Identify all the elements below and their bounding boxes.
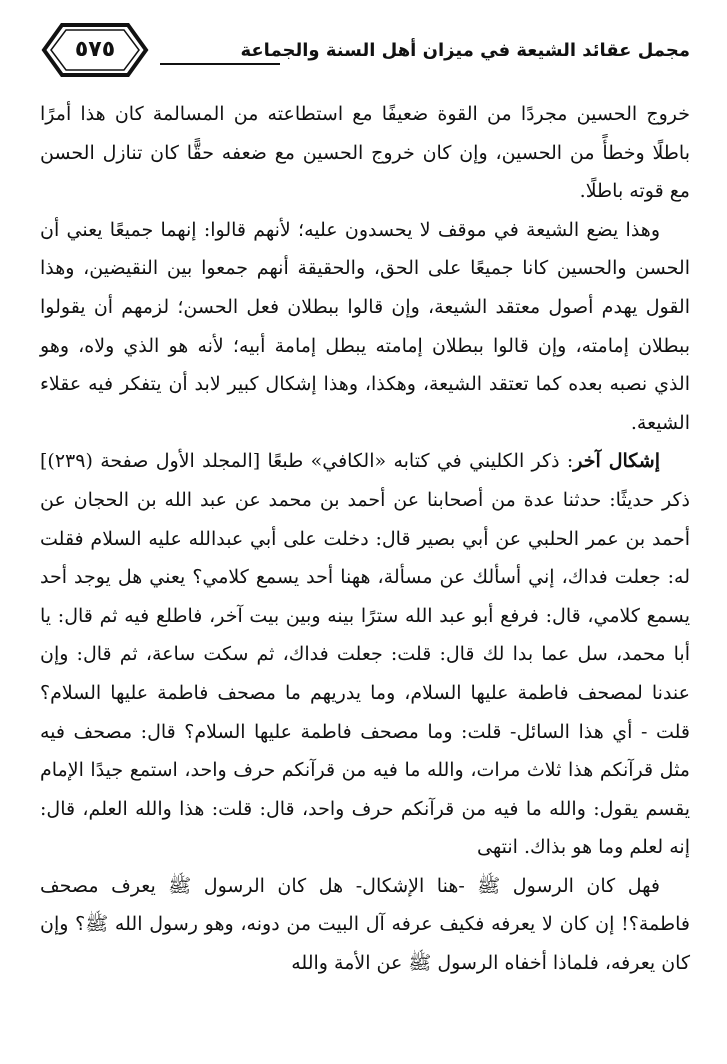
page-number: ٥٧٥ bbox=[74, 37, 116, 62]
paragraph-4: فهل كان الرسول ﷺ -هنا الإشكال- هل كان الرسول ﷺ يعرف مصحف فاطمة؟! إن كان لا يعرفه فكيف عرفه آل البيت من دونه، وهو رسول الله ﷺ؟ وإن كان يعرفه، فلماذا أخفاه الرسول ﷺ عن الأمة والله bbox=[40, 874, 690, 975]
paragraph-2: وهذا يضع الشيعة في موقف لا يحسدون عليه؛ لأنهم قالوا: إنهما جميعًا يعني أن الحسن والحسين كانا جميعًا على الحق، والحقيقة أنهم جمعوا بين النقيضين، وهذا القول يهدم أصول معتقد الشيعة، وإن قالوا ببطلان فعل الحسن؛ لزمهم أن يقولوا ببطلان إمامته، وإن قالوا ببطلان إمامته يبطل إمامة أبيه؛ لأنه هو الذي ولاه، وهو الذي نصبه بعده كما تعتقد الشيعة، وهكذا، وهذا إشكال كبير لابد أن يتفكر فيه عقلاء الشيعة. bbox=[40, 218, 690, 434]
page-number-badge bbox=[40, 22, 150, 78]
running-title: مجمل عقائد الشيعة في ميزان أهل السنة والجماعة bbox=[240, 40, 690, 61]
paragraph-3 bbox=[40, 442, 690, 867]
page-body bbox=[40, 95, 690, 983]
paragraph-3-text: : ذكر الكليني في كتابه «الكافي» طبعًا [المجلد الأول صفحة (٢٣٩)] ذكر حديثًا: حدثنا عدة من أصحابنا عن أحمد بن محمد عن عبد الله بن الحجان عن أحمد بن عمر الحلبي عن أبي بصير قال: دخلت على أبي عبدالله عليه السلام فقلت له: جعلت فداك، إني أسألك عن مسألة، ههنا أحد يسمع كلامي؟ يعني هل يوجد أحد يسمع كلامي، قال: فرفع أبو عبد الله سترًا بينه وبين بيت آخر، فاطلع فيه ثم قال: يا أبا محمد، سل عما بدا لك قال: قلت: جعلت فداك، ثم سكت ساعة، ثم قال: وإن عندنا لمصحف فاطمة عليها السلام، وما يدريهم ما مصحف فاطمة عليها السلام؟ قلت - أي هذا السائل- قلت: وما مصحف فاطمة عليها السلام؟ قال: مصحف فيه مثل قرآنكم هذا ثلاث مرات، والله ما فيه من قرآنكم حرف واحد، استمع جيدًا الإمام يقسم يقول: والله ما فيه من قرآنكم حرف واحد، قال: قلت: هذا والله العلم، قال: إنه لعلم وما هو بذاك. انتهى bbox=[40, 450, 690, 859]
page-header bbox=[40, 22, 690, 82]
header-divider bbox=[160, 63, 280, 65]
paragraph-1: خروج الحسين مجردًا من القوة ضعيفًا مع استطاعته من المسالمة كان هذا أمرًا باطلًا وخطأً من الحسين، وإن كان خروج الحسين مع ضعفه حقًّا كان تنازل الحسن مع قوته باطلًا. bbox=[40, 103, 690, 203]
section-label: إشكال آخر bbox=[573, 450, 660, 473]
